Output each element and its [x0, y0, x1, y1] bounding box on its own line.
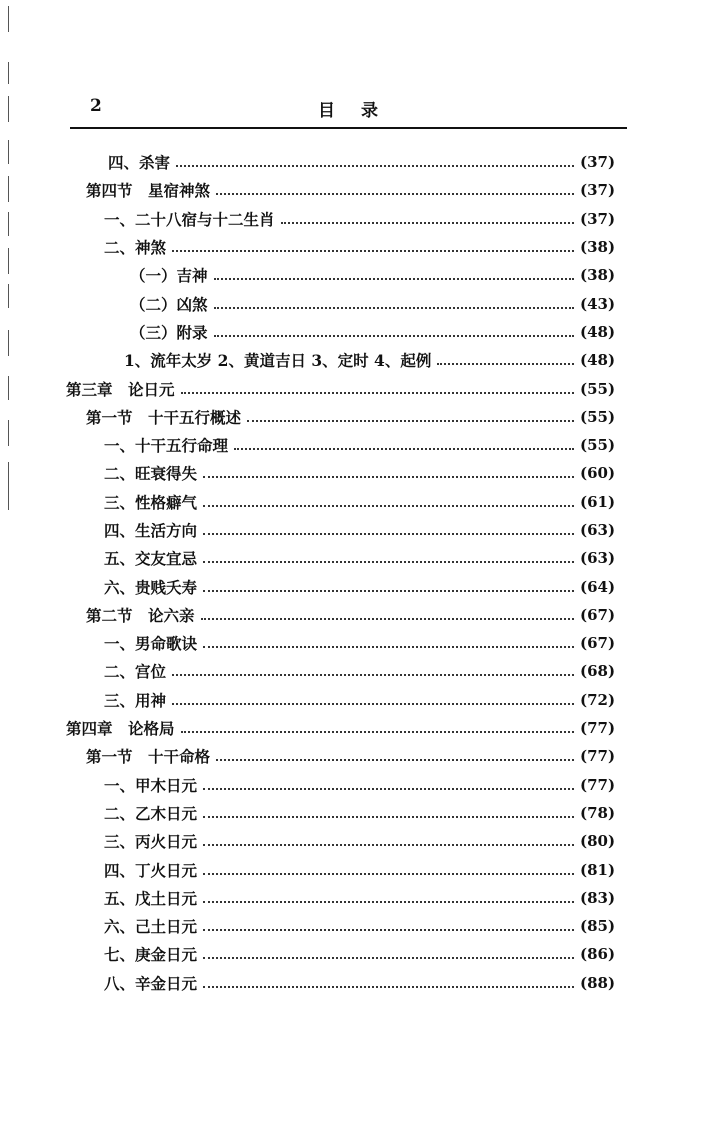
toc-entry	[104, 431, 628, 459]
toc-dot-leader	[172, 703, 574, 705]
toc-entry	[66, 374, 628, 402]
toc-entry-page: (81)	[580, 860, 616, 879]
toc-entry-page: (80)	[580, 832, 616, 851]
toc-entry	[104, 572, 628, 600]
toc-entry-page: (77)	[580, 719, 616, 738]
toc-entry	[104, 459, 628, 487]
toc-entry-page: (63)	[580, 549, 616, 568]
toc-entry	[104, 884, 628, 912]
toc-entry-title: 第一节 十干五行概述	[86, 407, 242, 427]
toc-entry-title: 四、丁火日元	[104, 860, 198, 880]
toc-entry-title: 五、戊土日元	[104, 888, 198, 908]
toc-entry-page: (38)	[580, 238, 616, 257]
toc-dot-leader	[437, 363, 574, 365]
toc-dot-leader	[203, 929, 574, 931]
toc-entry	[104, 827, 628, 855]
toc-entry-page: (85)	[580, 917, 616, 936]
toc-entry	[130, 318, 628, 346]
toc-entry-page: (55)	[580, 379, 616, 398]
toc-entry-title: 第四节 星宿神煞	[86, 181, 211, 201]
toc-entry	[104, 969, 628, 997]
toc-entry	[86, 176, 628, 204]
toc-entry-page: (37)	[580, 209, 616, 228]
toc-dot-leader	[203, 901, 574, 903]
toc-dot-leader	[172, 250, 574, 252]
toc-entry-page: (63)	[580, 521, 616, 539]
toc-dot-leader	[247, 420, 574, 422]
toc-dot-leader	[203, 873, 574, 875]
toc-dot-leader	[203, 646, 574, 648]
toc-entry-page: (37)	[580, 181, 616, 200]
toc-entry	[104, 855, 628, 883]
toc-entry-page: (86)	[580, 945, 616, 964]
toc-entry-page: (88)	[580, 973, 616, 992]
toc-entry	[104, 799, 628, 827]
toc-entry	[104, 686, 628, 714]
toc-entry-page: (77)	[580, 775, 616, 794]
toc-dot-leader	[181, 392, 574, 394]
toc-dot-leader	[214, 307, 574, 309]
toc-dot-leader	[172, 674, 574, 676]
toc-entry-page: (60)	[580, 464, 616, 483]
toc-dot-leader	[201, 618, 574, 620]
toc-entry	[104, 771, 628, 799]
toc-entry-page: (55)	[580, 436, 616, 455]
toc-dot-leader	[214, 278, 574, 280]
toc-entry-title: 四、杀害	[108, 153, 171, 173]
toc-entry	[124, 346, 628, 374]
toc-dot-leader	[203, 476, 574, 478]
toc-entry-title: 二、乙木日元	[104, 803, 198, 823]
toc-dot-leader	[203, 844, 574, 846]
toc-dot-leader	[203, 505, 574, 507]
toc-entry	[104, 488, 628, 516]
toc-entry-page: (77)	[580, 747, 616, 766]
header-rule	[70, 127, 627, 129]
toc-entry-title: 三、性格癖气	[104, 492, 198, 512]
page-header	[90, 96, 632, 120]
toc-dot-leader	[216, 193, 574, 195]
toc-entry	[104, 205, 628, 233]
toc-entry-title: 第四章 论格局	[66, 719, 175, 739]
toc-dot-leader	[234, 448, 574, 450]
page-number: 2	[90, 96, 102, 116]
toc-entry	[104, 233, 628, 261]
toc-entry-title: 七、庚金日元	[104, 945, 198, 965]
toc-entry-page: (68)	[580, 662, 616, 681]
toc-entry-title: 二、宫位	[104, 662, 167, 682]
toc-entry-title: 二、神煞	[104, 238, 167, 258]
toc-entry	[104, 629, 628, 657]
toc-dot-leader	[203, 590, 574, 592]
toc-entry-page: (61)	[580, 492, 616, 511]
toc-entry	[104, 544, 628, 572]
toc-entry-title: 一、十干五行命理	[104, 436, 229, 456]
toc-entry	[104, 516, 628, 544]
toc-dot-leader	[203, 533, 574, 535]
toc-entry-title: 第三章 论日元	[66, 379, 175, 399]
toc-entry	[104, 657, 628, 685]
toc-entry	[86, 742, 628, 770]
toc-dot-leader	[203, 788, 574, 790]
toc-entry	[108, 148, 628, 176]
toc-dot-leader	[203, 957, 574, 959]
toc-dot-leader	[214, 335, 574, 337]
toc-entry-page: (72)	[580, 690, 616, 709]
toc-entry-page: (67)	[580, 605, 616, 624]
toc-dot-leader	[281, 222, 574, 224]
toc-entry-title: 第二节 论六亲	[86, 605, 195, 625]
toc-entry-title: 六、己土日元	[104, 917, 198, 937]
toc-entry-title: 一、二十八宿与十二生肖	[104, 209, 275, 229]
toc-entry	[104, 912, 628, 940]
toc-entry-page: (64)	[580, 577, 616, 596]
toc-entry	[86, 601, 628, 629]
toc-entry-page: (78)	[580, 803, 616, 822]
table-of-contents	[0, 148, 707, 997]
toc-entry-title: 五、交友宜忌	[104, 549, 198, 569]
toc-entry-title: 三、用神	[104, 690, 167, 710]
toc-dot-leader	[203, 986, 574, 988]
toc-entry	[104, 940, 628, 968]
toc-entry	[130, 289, 628, 317]
toc-entry	[66, 714, 628, 742]
toc-dot-leader	[203, 561, 574, 563]
toc-entry-title: 八、辛金日元	[104, 973, 198, 993]
toc-dot-leader	[203, 816, 574, 818]
toc-entry-page: (37)	[580, 153, 616, 172]
toc-dot-leader	[176, 165, 574, 167]
toc-entry-title: 六、贵贱夭寿	[104, 577, 198, 597]
toc-entry-title: 二、旺衰得失	[104, 464, 198, 484]
toc-entry-page: (48)	[580, 322, 616, 341]
toc-entry-title: 三、丙火日元	[104, 832, 198, 852]
toc-entry-title: 1、流年太岁 2、黄道吉日 3、定时 4、起例	[124, 351, 432, 371]
running-title: 目录	[318, 101, 404, 121]
toc-entry-title: （二）凶煞	[130, 294, 208, 314]
toc-dot-leader	[181, 731, 574, 733]
toc-entry-page: (55)	[580, 407, 616, 426]
toc-entry-page: (67)	[580, 634, 616, 653]
toc-dot-leader	[216, 759, 574, 761]
toc-entry-title: 第一节 十干命格	[86, 747, 211, 767]
toc-entry	[130, 261, 628, 289]
toc-entry-title: （一）吉神	[130, 266, 208, 286]
toc-entry-page: (83)	[580, 888, 616, 907]
toc-entry-title: （三）附录	[130, 322, 208, 342]
toc-entry-title: 一、甲木日元	[104, 775, 198, 795]
toc-entry-title: 一、男命歌诀	[104, 634, 198, 654]
toc-entry-page: (43)	[580, 294, 616, 313]
toc-entry-page: (48)	[580, 351, 616, 370]
toc-entry	[86, 403, 628, 431]
toc-entry-page: (38)	[580, 266, 616, 285]
toc-entry-title: 四、生活方向	[104, 521, 198, 540]
